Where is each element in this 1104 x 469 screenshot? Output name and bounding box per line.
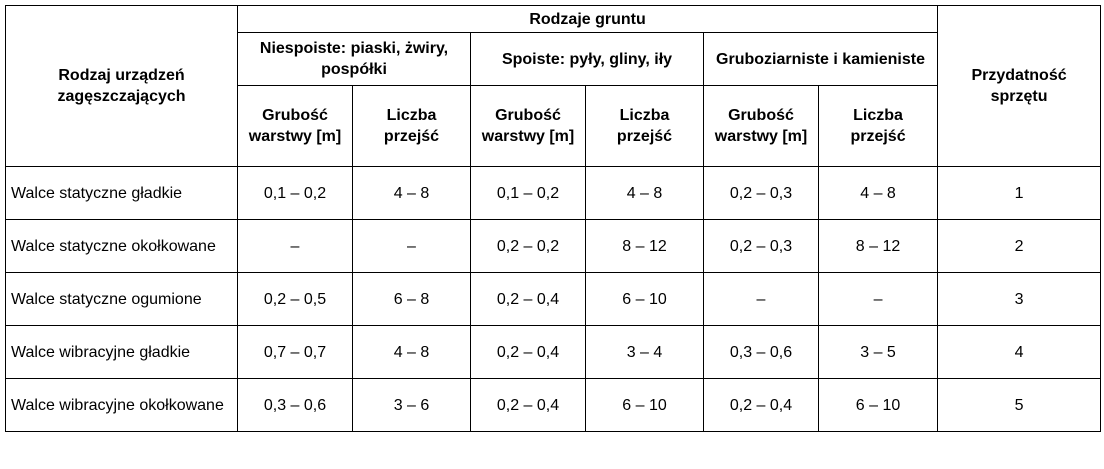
table-cell: 0,2 – 0,3 <box>704 220 819 273</box>
equipment-name: Walce statyczne okołkowane <box>6 220 238 273</box>
table-cell: 6 – 10 <box>586 273 704 326</box>
table-cell: 6 – 10 <box>819 379 938 432</box>
suitability-value: 1 <box>938 167 1101 220</box>
table-cell: 0,2 – 0,4 <box>471 273 586 326</box>
table-cell: 0,7 – 0,7 <box>238 326 353 379</box>
table-row <box>6 379 1101 432</box>
table-cell: 4 – 8 <box>353 167 471 220</box>
equipment-name: Walce statyczne ogumione <box>6 273 238 326</box>
table-cell: 3 – 4 <box>586 326 704 379</box>
table-cell: – <box>238 220 353 273</box>
equipment-name: Walce wibracyjne gładkie <box>6 326 238 379</box>
soil-type-header-coarse: Gruboziarniste i kamieniste <box>704 33 938 86</box>
table-cell: 0,1 – 0,2 <box>238 167 353 220</box>
table-cell: – <box>353 220 471 273</box>
passes-header: Liczba przejść <box>586 86 704 167</box>
thickness-header: Grubość warstwy [m] <box>704 86 819 167</box>
equipment-type-header: Rodzaj urządzeń zagęszczających <box>6 6 238 167</box>
table-cell: 4 – 8 <box>819 167 938 220</box>
table-cell: 0,3 – 0,6 <box>704 326 819 379</box>
table-row <box>6 273 1101 326</box>
table-row <box>6 167 1101 220</box>
table-cell: 0,3 – 0,6 <box>238 379 353 432</box>
table-cell: 0,2 – 0,5 <box>238 273 353 326</box>
suitability-value: 2 <box>938 220 1101 273</box>
soil-type-header-non-cohesive: Niespoiste: piaski, żwiry, pospółki <box>238 33 471 86</box>
table-cell: 3 – 6 <box>353 379 471 432</box>
table-cell: 4 – 8 <box>353 326 471 379</box>
table-cell: 8 – 12 <box>586 220 704 273</box>
suitability-value: 4 <box>938 326 1101 379</box>
compaction-equipment-table <box>5 5 1101 432</box>
table-cell: 3 – 5 <box>819 326 938 379</box>
table-cell: 0,2 – 0,4 <box>704 379 819 432</box>
soil-types-group-header: Rodzaje gruntu <box>238 6 938 33</box>
table-cell: 0,2 – 0,4 <box>471 326 586 379</box>
suitability-value: 3 <box>938 273 1101 326</box>
passes-header: Liczba przejść <box>819 86 938 167</box>
soil-type-header-cohesive: Spoiste: pyły, gliny, iły <box>471 33 704 86</box>
table-cell: – <box>704 273 819 326</box>
table-cell: 0,2 – 0,2 <box>471 220 586 273</box>
equipment-name: Walce statyczne gładkie <box>6 167 238 220</box>
table-cell: – <box>819 273 938 326</box>
equipment-name: Walce wibracyjne okołkowane <box>6 379 238 432</box>
table-cell: 0,1 – 0,2 <box>471 167 586 220</box>
table-cell: 4 – 8 <box>586 167 704 220</box>
table-row <box>6 220 1101 273</box>
thickness-header: Grubość warstwy [m] <box>471 86 586 167</box>
table-cell: 8 – 12 <box>819 220 938 273</box>
table-cell: 0,2 – 0,3 <box>704 167 819 220</box>
suitability-header: Przydatność sprzętu <box>938 6 1101 167</box>
passes-header: Liczba przejść <box>353 86 471 167</box>
table-cell: 0,2 – 0,4 <box>471 379 586 432</box>
table-row <box>6 326 1101 379</box>
table-cell: 6 – 10 <box>586 379 704 432</box>
table-cell: 6 – 8 <box>353 273 471 326</box>
suitability-value: 5 <box>938 379 1101 432</box>
thickness-header: Grubość warstwy [m] <box>238 86 353 167</box>
